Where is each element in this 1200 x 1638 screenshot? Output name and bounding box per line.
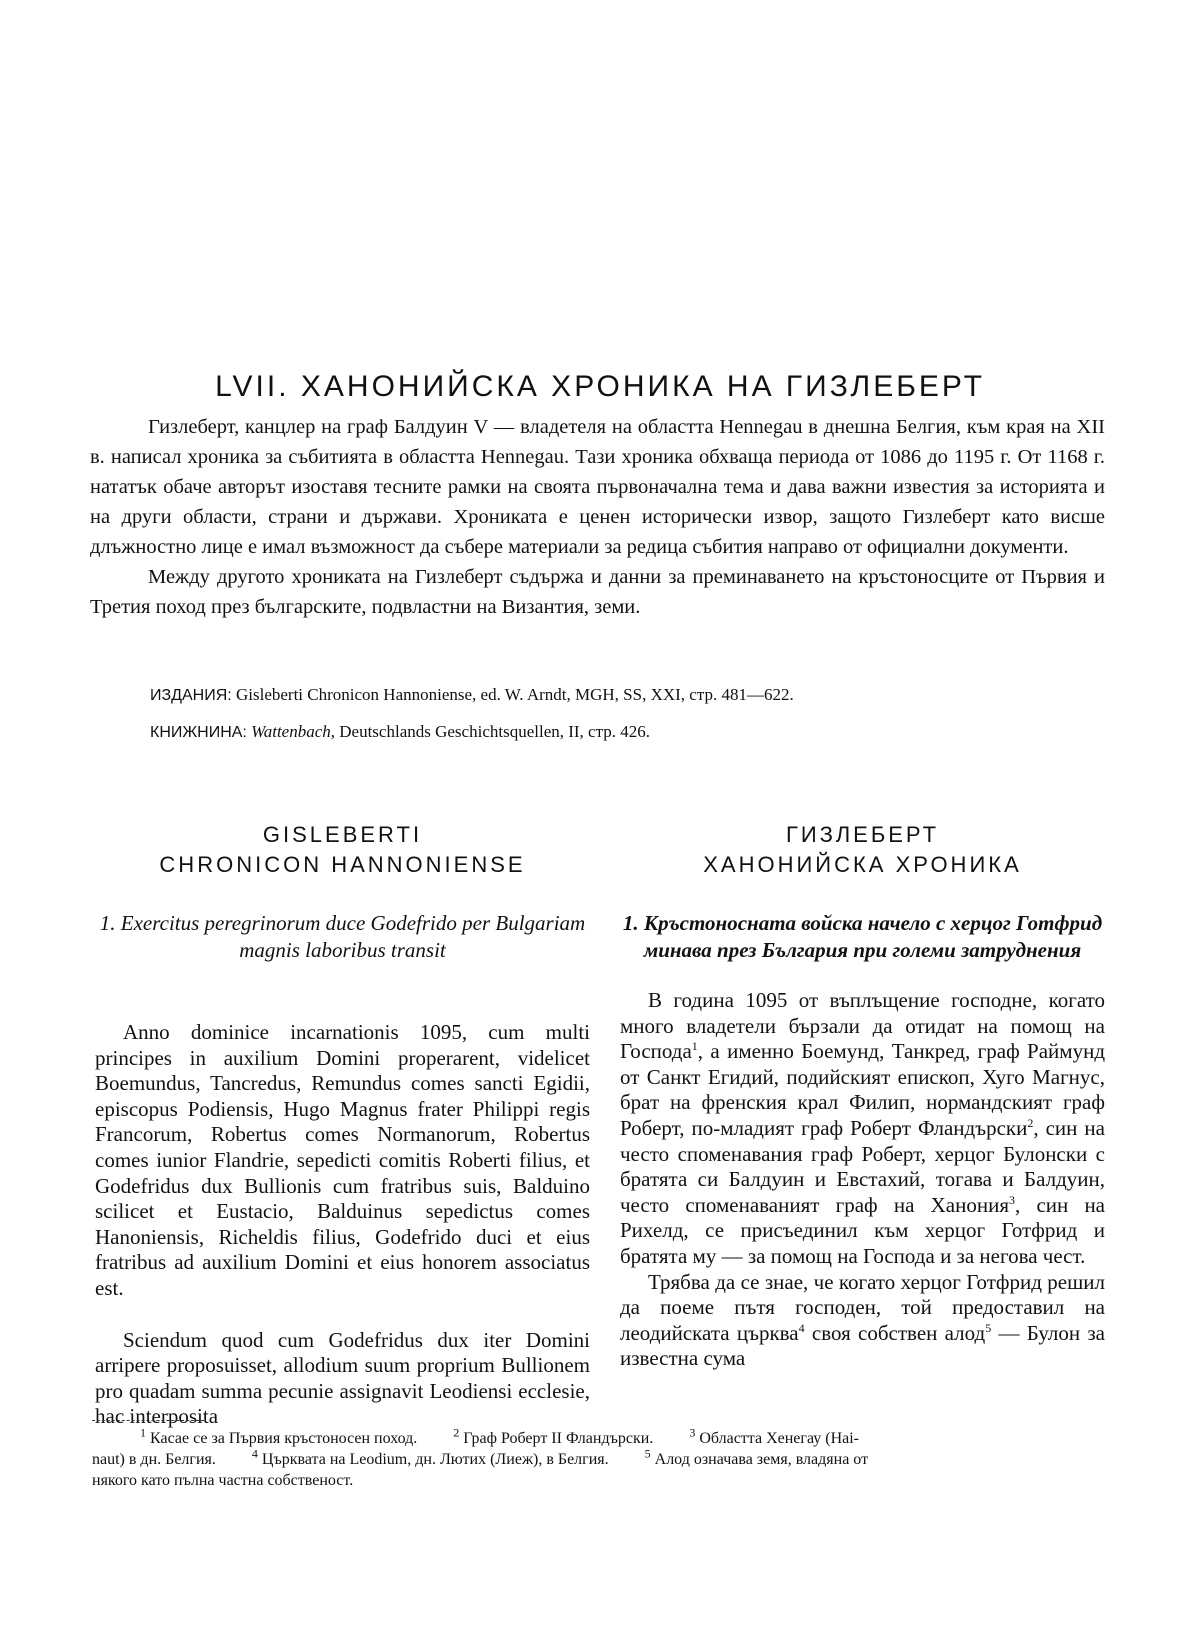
footnote-4 [251,1446,609,1468]
footnote-divider [92,1420,204,1422]
latin-paragraph-1: Anno dominice incarnationis 1095, cum multi principes in auxilium Domini properarent, videlicet Boemundus, Tancredus, Remundus comes sancti Egidii, episcopus Podiensis, Hugo Magnus frater Philippi regis Francorum, Robertus comes Normanorum, Robertus comes iunior Flandrie, sepedicti comitis Roberti filius, et Godefridus dux Bullionis cum fratribus suis, Balduino scilicet et Eustacio, Balduinus sepedictus comes Hanoniensis, Richeldis filius, Godefrido duci et eius fratribus ad auxilium Domini et eius honorem associatus est. [95,1020,590,1300]
footnote-number-1: 1 [140,1425,146,1440]
footnote-text-5a: Алод означава земя, владяна от [654,1451,869,1468]
footnotes [92,1425,1107,1491]
footnote-ref-2: 2 [1027,1115,1034,1130]
latin-title-line-2: CHRONICON HANNONIENSE [159,852,526,877]
footnote-text-5b: някого като пълна частна собственост. [92,1472,354,1489]
bulgarian-p2-part-a: Трябва да се знае, че когато херцог Готфрид решил да поеме пътя господен, той предоставил на леодийската църква [620,1269,1105,1345]
bulgarian-p1-part-d: , син на Рихелд, се присъединил към херцог Готфрид и братята му — за помощ на Господа и за негова чест. [620,1192,1106,1268]
footnote-number-5: 5 [644,1446,651,1461]
bulgarian-section-title: 1. Кръстоносната войска начело с херцог Готфрид минава през България при големи затруднения [622,911,1103,962]
latin-column-title [95,820,590,880]
editions-label: ИЗДАНИЯ: [150,687,232,704]
bulgarian-p1-part-b: , а именно Боемунд, Танкред, граф Раймунд от Санкт Егидий, подийският епископ, Хуго Магнус, брат на френския крал Филип, нормандският граф Роберт, по-младият граф Роберт Фландърски [620,1039,1105,1140]
bulgarian-p2-part-c: — Булон за известна сума [620,1320,1105,1371]
footnote-number-2: 2 [453,1425,460,1440]
footnote-line-3 [92,1470,1107,1491]
footnote-1 [92,1425,418,1447]
editions-line [150,685,1090,705]
latin-column [95,820,590,1430]
latin-paragraph-2: Sciendum quod cum Godefridus dux iter Domini arripere proposuisset, allodium suum proprium Bullionem pro quadam summa pecunie assignavit Leodiensi ecclesie, hac interposita [95,1327,590,1429]
literature-line [150,722,1090,742]
bulgarian-column-title [620,820,1105,880]
literature-author: Wattenbach, [251,722,336,741]
latin-title-line-1: GISLEBERTI [262,822,423,847]
chapter-title: LVII. ХАНОНИЙСКА ХРОНИКА НА ГИЗЛЕБЕРТ [215,370,985,404]
footnote-5 [644,1446,869,1468]
footnote-3 [689,1425,860,1447]
literature-label: КНИЖНИНА: [150,724,247,741]
footnote-ref-1: 1 [691,1039,698,1054]
footnote-ref-3: 3 [1009,1192,1015,1207]
introduction [90,412,1105,622]
footnote-ref-4: 4 [798,1320,805,1335]
literature-text: Deutschlands Geschichtsquellen, II, стр. 426. [339,722,650,741]
footnote-text-3b: naut) в дн. Белгия. [92,1451,216,1468]
bulgarian-column [620,820,1105,1372]
footnote-text-2: Граф Роберт II Фландърски. [463,1430,654,1447]
latin-section-title: 1. Exercitus peregrinorum duce Godefrido per Bulgariam magnis laboribus transit [99,911,586,962]
footnote-line-1 [92,1425,1107,1449]
footnote-text-4: Църквата на Leodium, дн. Лютих (Лиеж), в Белгия. [261,1451,609,1468]
bulgarian-paragraph-2 [620,1270,1105,1372]
bulgarian-paragraph-1 [620,988,1105,1270]
intro-paragraph-2: Между другото хрониката на Гизлеберт съдържа и данни за преминаването на кръстоносците от Първия и Третия поход през българските, подвластни на Византия, земи. [90,566,1105,618]
editions-text: Gisleberti Chronicon Hannoniense, ed. W. Arndt, MGH, SS, XXI, стр. 481—622. [235,685,794,704]
bulgarian-p1-part-c: , син на често споменавания граф Роберт, херцог Булонски с братята си Балдуин и Евстахий, тогава и Балдуин, често споменаваният граф на Ханония [620,1115,1105,1217]
footnote-text-1: Касае се за Първия кръстоносен поход. [150,1430,418,1447]
footnote-number-4: 4 [251,1446,258,1461]
bulgarian-p2-part-b: своя собствен алод [804,1320,986,1345]
footnote-text-3a: Областта Хенегау (Hai- [699,1430,860,1447]
footnote-2 [453,1425,654,1447]
footnote-line-2 [92,1446,1107,1470]
footnote-number-3: 3 [689,1425,696,1440]
bulgarian-title-line-1: ГИЗЛЕБЕРТ [785,822,940,847]
footnote-ref-5: 5 [985,1320,992,1335]
bulgarian-title-line-2: ХАНОНИЙСКА ХРОНИКА [703,852,1022,877]
bulgarian-p1-part-a: В година 1095 от въплъщение господне, когато много владетели бързали да отидат на помощ на Господа [620,988,1105,1064]
intro-paragraph-1: Гизлеберт, канцлер на граф Балдуин V — владетеля на областта Hennegau в днешна Белгия, към края на XII в. написал хроника за събитията в областта Hennegau. Тази хроника обхваща периода от 1086 до 1195 г. От 1168 г. нататък обаче авторът изоставя тесните рамки на своята първоначална тема и дава важни известия за историята и на други области, страни и държави. Хрониката е ценен исторически извор, защото Гизлеберт като висше длъжностно лице е имал възможност да събере материали за редица събития направо от официални документи. [90,416,1105,558]
